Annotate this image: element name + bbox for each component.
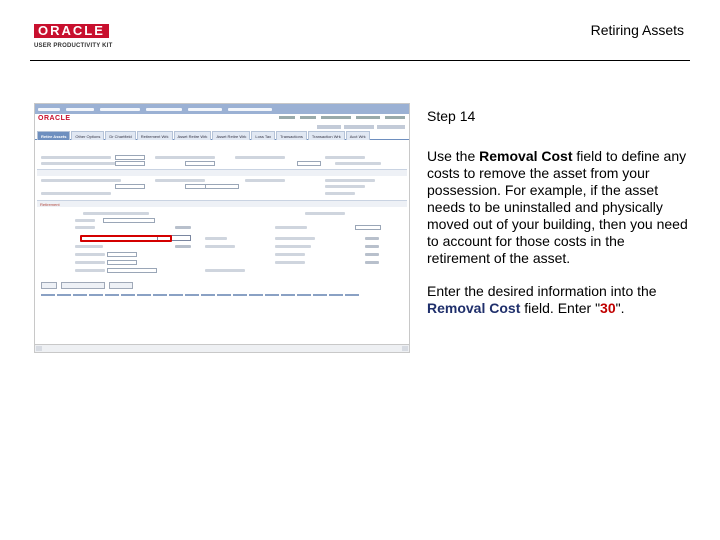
action-text: Enter the desired information into the (427, 283, 657, 299)
field-label (41, 162, 119, 165)
entry-value: 30 (600, 300, 616, 316)
field-label (41, 156, 111, 159)
field-label (75, 269, 105, 272)
tab-transaction-wrk[interactable]: Transaction Wrk (308, 131, 345, 140)
field-input[interactable] (107, 252, 137, 257)
field-label (235, 156, 285, 159)
field-label (335, 162, 381, 165)
field-label (325, 185, 365, 188)
tab-other-options[interactable]: Other Options (71, 131, 104, 140)
instruction-paragraph (427, 148, 689, 267)
screenshot-toolbar (35, 123, 409, 131)
instruction-text: field to define any costs to remove the asset from your possession. For example, if the asset needs to be uninstalled and physically moved out of your building, then you need to account for those costs in the retirement of the asset. (427, 148, 688, 266)
field-label (75, 245, 103, 248)
checkbox-label (41, 192, 111, 195)
screenshot-header-links (279, 116, 405, 119)
field-label (75, 219, 95, 222)
field-input[interactable] (115, 155, 145, 160)
value-cell (365, 261, 379, 264)
tab-asset-retire-wrk[interactable]: Asset Retire Wrk (174, 131, 212, 140)
return-to-search-button[interactable] (61, 282, 105, 289)
save-button[interactable] (41, 282, 57, 289)
scroll-left-arrow-icon[interactable] (36, 346, 42, 351)
oracle-upk-logo (34, 22, 124, 48)
field-label (205, 269, 245, 272)
field-label (155, 156, 215, 159)
field-label (75, 261, 105, 264)
screenshot-brand-bar (35, 114, 409, 123)
field-label (275, 245, 311, 248)
value-cell (365, 253, 379, 256)
field-label (155, 179, 205, 182)
step-label: Step 14 (427, 108, 476, 124)
action-text: field. Enter " (520, 300, 601, 316)
field-input[interactable] (205, 184, 239, 189)
retirement-section-bar (37, 200, 407, 207)
tab-transactions[interactable]: Transactions (276, 131, 307, 140)
value-cell (365, 237, 379, 240)
field-label (205, 237, 227, 240)
field-name-emphasis: Removal Cost (427, 300, 521, 316)
screenshot-footer-links (41, 294, 359, 296)
retirement-section-label: Retirement (40, 202, 60, 207)
logo-wordmark: ORACLE (34, 24, 109, 38)
field-label (205, 245, 235, 248)
value-cell (365, 245, 379, 248)
field-label (305, 212, 345, 215)
field-input[interactable] (297, 161, 321, 166)
field-input[interactable] (185, 161, 215, 166)
value-cell (175, 245, 191, 248)
header-divider (30, 60, 690, 61)
tab-asset-retire-wrk-2[interactable]: Asset Retire Wrk (212, 131, 250, 140)
subsection-bar (37, 169, 407, 176)
field-label (325, 179, 375, 182)
horizontal-scrollbar[interactable] (35, 344, 409, 352)
tab-dr-chartfield[interactable]: Dr Chartfield (105, 131, 135, 140)
notify-button[interactable] (109, 282, 133, 289)
field-input[interactable] (107, 268, 157, 273)
screenshot-tab-bar (35, 131, 409, 140)
field-label (275, 253, 305, 256)
scroll-right-arrow-icon[interactable] (402, 346, 408, 351)
field-label (275, 261, 305, 264)
tab-retirement-wrk[interactable]: Retirement Wrk (137, 131, 173, 140)
field-label (325, 156, 365, 159)
value-cell (175, 226, 191, 229)
field-input[interactable] (355, 225, 381, 230)
application-screenshot (34, 103, 410, 353)
field-label (275, 226, 307, 229)
field-label (275, 237, 315, 240)
field-label (41, 179, 121, 182)
action-paragraph (427, 283, 689, 317)
field-input[interactable] (115, 184, 145, 189)
field-input[interactable] (103, 218, 155, 223)
field-input[interactable] (107, 260, 137, 265)
instruction-text: Use the (427, 148, 480, 164)
tab-acct-wrk[interactable]: Acct Wrk (346, 131, 370, 140)
action-text: ". (615, 300, 625, 316)
field-input[interactable] (115, 161, 145, 166)
screenshot-oracle-logo: ORACLE (38, 115, 71, 122)
field-label (75, 226, 95, 229)
field-label (325, 192, 355, 195)
logo-subtitle: USER PRODUCTIVITY KIT (34, 43, 113, 49)
field-name-emphasis: Removal Cost (479, 148, 573, 164)
document-title: Retiring Assets (590, 22, 684, 38)
field-label (75, 253, 105, 256)
screenshot-top-nav (35, 104, 409, 114)
removal-cost-highlight (80, 235, 172, 242)
field-label (245, 179, 285, 182)
field-label (83, 212, 149, 215)
tab-loss-tax[interactable]: Loss Tax (251, 131, 275, 140)
tab-retire-assets[interactable]: Retire Assets (37, 131, 70, 140)
